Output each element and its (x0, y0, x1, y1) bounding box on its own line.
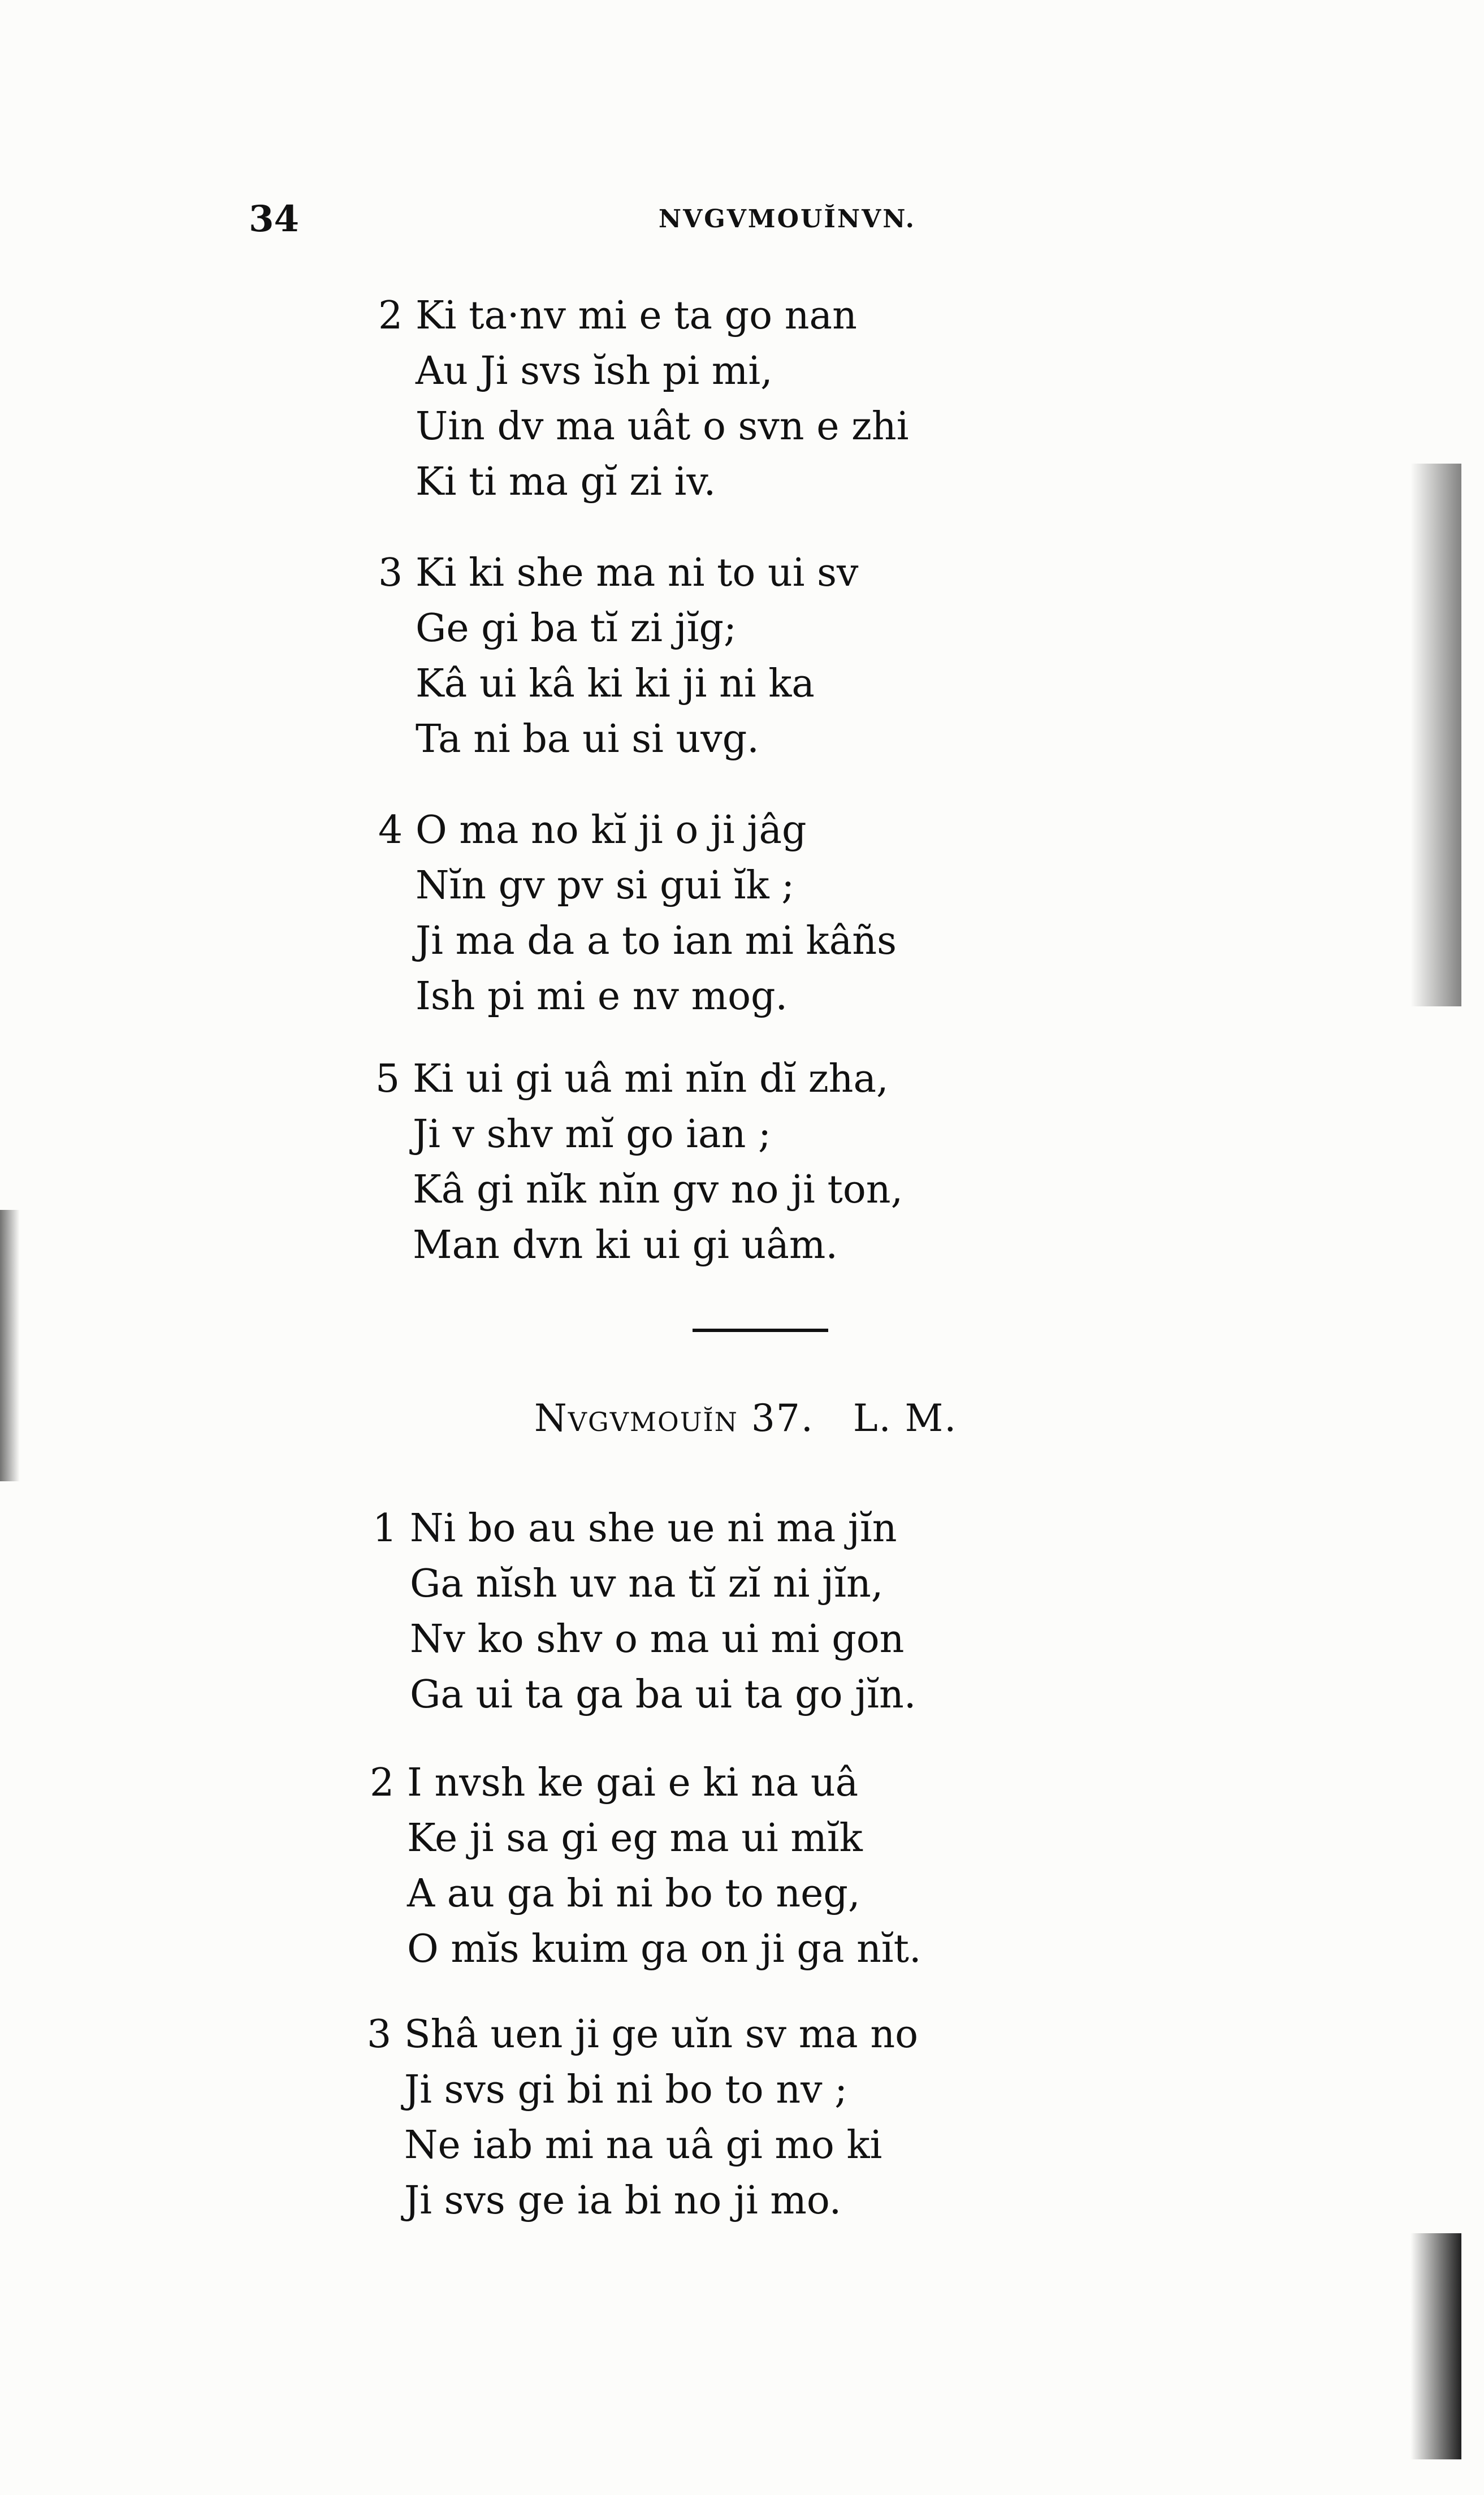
stanza-2-top (378, 288, 909, 510)
verse-line: Ji v shv mĭ go ian ; (413, 1112, 771, 1157)
verse-line: Ki ki she ma ni to ui sv (416, 551, 859, 595)
verse-line: Ga nĭsh uv na tĭ zĭ ni jĭn, (410, 1562, 884, 1606)
stanza-number: 2 (378, 293, 403, 338)
verse-line: Kâ ui kâ ki ki ji ni ka (416, 661, 815, 706)
verse-line: Ki ti ma gĭ zi iv. (416, 460, 716, 504)
stanza-number: 4 (378, 808, 403, 853)
scan-shadow (1411, 2233, 1461, 2459)
scan-shadow (0, 1210, 20, 1481)
verse-line: Au Ji svs ĭsh pi mi, (416, 349, 773, 394)
stanza-2-hymn-37 (370, 1755, 921, 1977)
verse-line: Kâ gi nĭk nĭn gv no ji ton, (413, 1167, 903, 1212)
running-title: NVGVMOUĬNVN. (658, 205, 916, 233)
hymn-heading (534, 1396, 957, 1440)
verse-line: Man dvn ki ui gi uâm. (413, 1223, 838, 1268)
scan-shadow (1411, 464, 1461, 1006)
verse-line: Nv ko shv o ma ui mi gon (410, 1617, 905, 1662)
verse-line: Shâ uen ji ge uĭn sv ma no (404, 2012, 919, 2057)
verse-line: Uin dv ma uât o svn e zhi (416, 404, 909, 449)
verse-line: Ne iab mi na uâ gi mo ki (404, 2123, 882, 2168)
stanza-number: 3 (378, 551, 403, 595)
stanza-1-hymn-37 (373, 1501, 916, 1723)
running-head (249, 198, 916, 249)
verse-line: Ish pi mi e nv mog. (416, 974, 788, 1019)
stanza-number: 3 (367, 2012, 392, 2057)
verse-line: Ji svs ge ia bi no ji mo. (404, 2178, 842, 2223)
verse-line: Ni bo au she ue ni ma jĭn (410, 1506, 897, 1551)
verse-line: Ki ta·nv mi e ta go nan (416, 293, 857, 338)
verse-line: Ke ji sa gi eg ma ui mĭk (407, 1816, 863, 1861)
verse-line: Ta ni ba ui si uvg. (416, 717, 759, 762)
stanza-3-hymn-37 (367, 2007, 919, 2229)
verse-line: A au ga bi ni bo to neg, (407, 1871, 860, 1916)
hymn-meter: L. M. (853, 1396, 958, 1440)
verse-line: Ga ui ta ga ba ui ta go jĭn. (410, 1672, 916, 1717)
page-number: 34 (249, 198, 300, 240)
stanza-4-top (378, 803, 897, 1024)
verse-line: Nĭn gv pv si gui ĭk ; (416, 863, 795, 908)
stanza-number: 5 (375, 1057, 400, 1101)
verse-line: O mĭs kuim ga on ji ga nĭt. (407, 1927, 921, 1971)
verse-line: O ma no kĭ ji o ji jâg (416, 808, 807, 853)
stanza-number: 1 (373, 1506, 397, 1551)
stanza-5-top (375, 1052, 903, 1273)
hymn-number: 37. (751, 1396, 814, 1440)
stanza-3-top (378, 546, 859, 767)
verse-line: Ji svs gi bi ni bo to nv ; (404, 2068, 848, 2112)
hymn-title: Nvgvmouĭn (534, 1396, 738, 1440)
verse-line: Ge gi ba tĭ zi jĭg; (416, 606, 737, 651)
verse-line: Ji ma da a to ian mi kâñs (416, 919, 897, 963)
section-divider (693, 1329, 828, 1332)
verse-line: I nvsh ke gai e ki na uâ (407, 1761, 859, 1805)
verse-line: Ki ui gi uâ mi nĭn dĭ zha, (413, 1057, 889, 1101)
stanza-number: 2 (370, 1761, 395, 1805)
